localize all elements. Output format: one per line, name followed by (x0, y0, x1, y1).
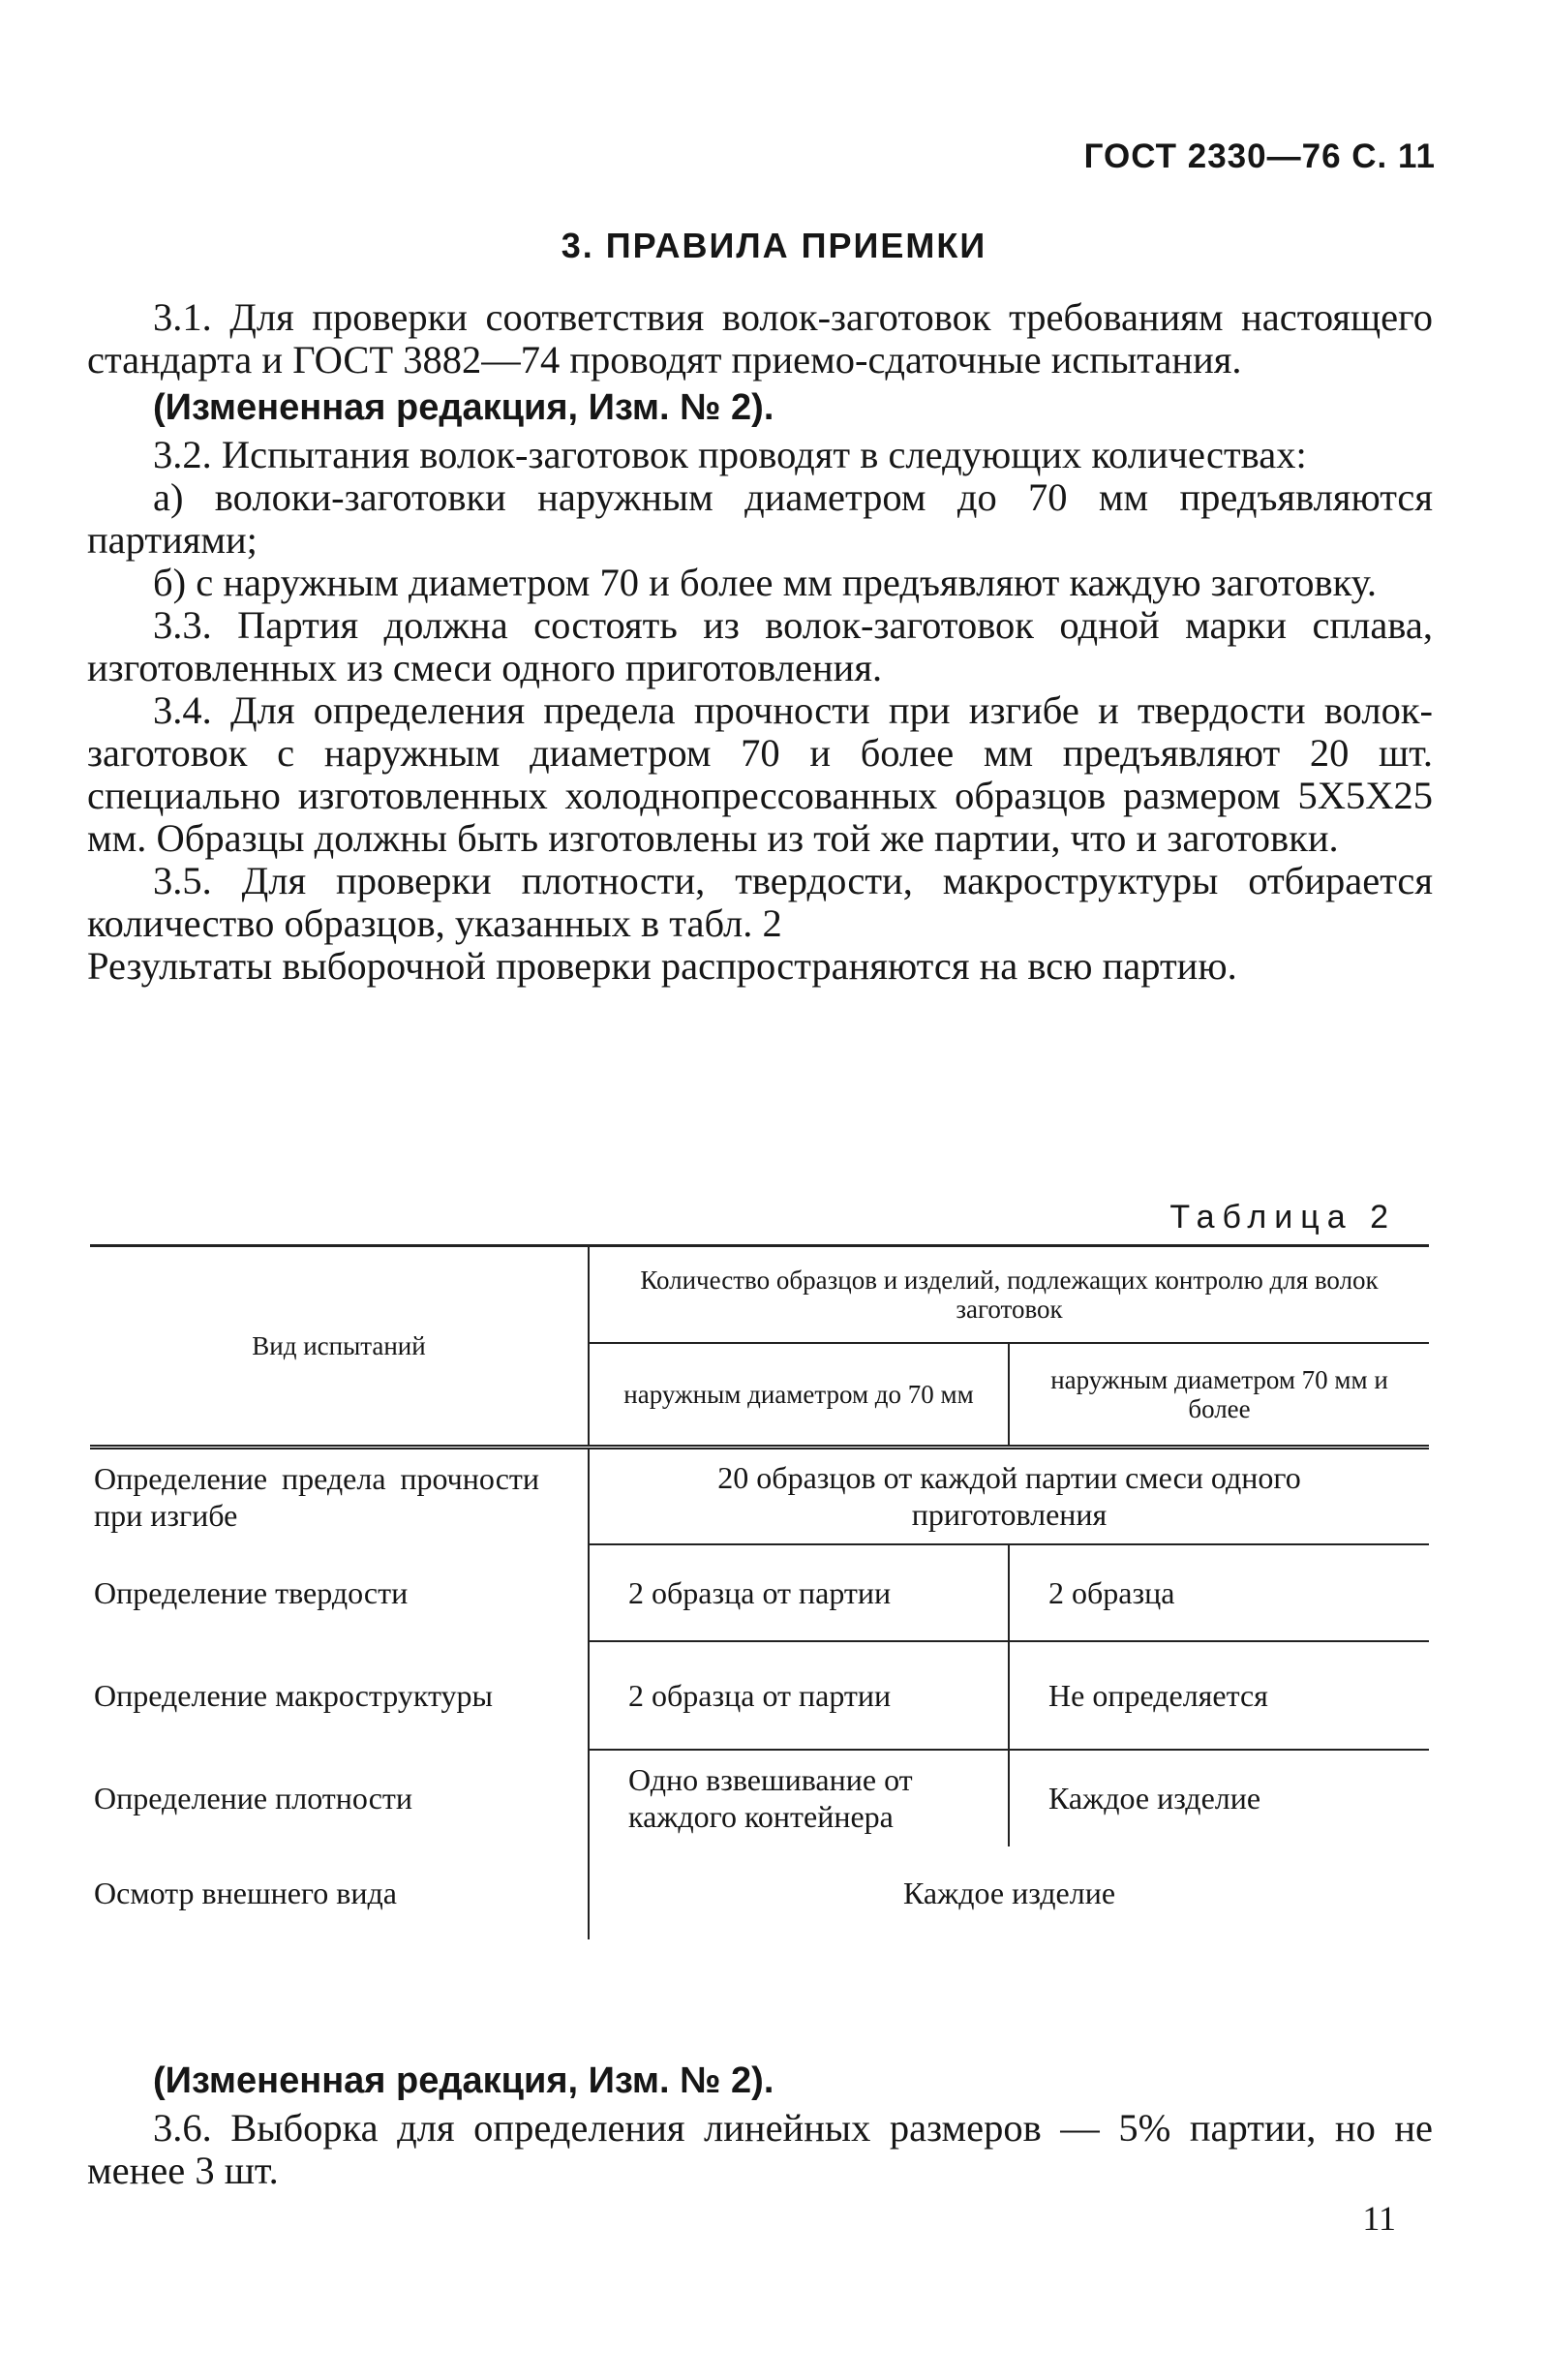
after-table-text (87, 2055, 1433, 2192)
row-name: Определение предела прочности при изгибе (94, 1460, 539, 1533)
header-small-diameter: наружным диаметром до 70 мм (589, 1343, 1009, 1448)
paragraph-3-4: 3.4. Для определения предела прочности при изгибе и твердости волок-заготовок с наружным диаметром 70 и более мм предъявляют 20 шт. специально изготовленных холоднопрессованных образцов размером 5X5X25 мм. Образцы должны быть изготовлены из той же партии, что и заготовки. (87, 688, 1433, 860)
paragraph-3-5: 3.5. Для проверки плотности, твердости, макроструктуры отбирается количество образцов, указанных в табл. 2 (87, 859, 1433, 945)
cell-small: 2 образца от партии (589, 1641, 1009, 1750)
merged-cell: Каждое изделие (589, 1846, 1429, 1939)
header-test-type: Вид испытаний (90, 1246, 589, 1448)
paragraph-3-6: 3.6. Выборка для определения линейных размеров — 5% партии, но не менее 3 шт. (87, 2106, 1433, 2192)
header-group: Количество образцов и изделий, подлежащих контролю для волок заготовок (589, 1246, 1429, 1343)
cell-large: Каждое изделие (1009, 1750, 1429, 1846)
cell-small: Одно взвешивание от каждого контейнера (589, 1750, 1009, 1846)
paragraph-3-3: 3.3. Партия должна состоять из волок-заготовок одной марки сплава, изготовленных из смеси одного приготовления. (87, 603, 1433, 689)
list-item-b: б) с наружным диаметром 70 и более мм предъявляют каждую заготовку. (153, 561, 1378, 604)
list-item-a: а) волоки-заготовки наружным диаметром до 70 мм предъявляются партиями; (87, 475, 1433, 562)
paragraph-3-2: 3.2. Испытания волок-заготовок проводят в следующих количествах: (153, 433, 1307, 476)
cell-large: 2 образца (1009, 1544, 1429, 1641)
table-caption: Таблица 2 (1169, 1199, 1396, 1236)
row-name: Определение твердости (94, 1574, 409, 1610)
change-note: (Измененная редакция, Изм. № 2). (153, 2060, 774, 2101)
row-name: Определение плотности (94, 1780, 413, 1816)
cell-small: 2 образца от партии (589, 1544, 1009, 1641)
header-large-diameter: наружным диаметром 70 мм и более (1009, 1343, 1429, 1448)
row-name: Осмотр внешнего вида (94, 1875, 397, 1910)
section-title: 3. ПРАВИЛА ПРИЕМКИ (561, 226, 987, 265)
change-note: (Измененная редакция, Изм. № 2). (153, 387, 774, 428)
requirements-table (90, 1244, 1429, 1939)
merged-cell: 20 образцов от каждой партии смеси одного приготовления (589, 1448, 1429, 1544)
row-name: Определение макроструктуры (94, 1677, 494, 1713)
paragraph-3-5-results: Результаты выборочной проверки распространяются на всю партию. (87, 944, 1237, 988)
page-number: 11 (1362, 2199, 1396, 2238)
paragraph-3-1: 3.1. Для проверки соответствия волок-заготовок требованиям настоящего стандарта и ГОСТ 3882—74 проводят приемо-сдаточные испытания. (87, 295, 1433, 381)
body-text (87, 296, 1433, 988)
cell-large: Не определяется (1009, 1641, 1429, 1750)
page-header: ГОСТ 2330—76 С. 11 (1083, 137, 1436, 175)
